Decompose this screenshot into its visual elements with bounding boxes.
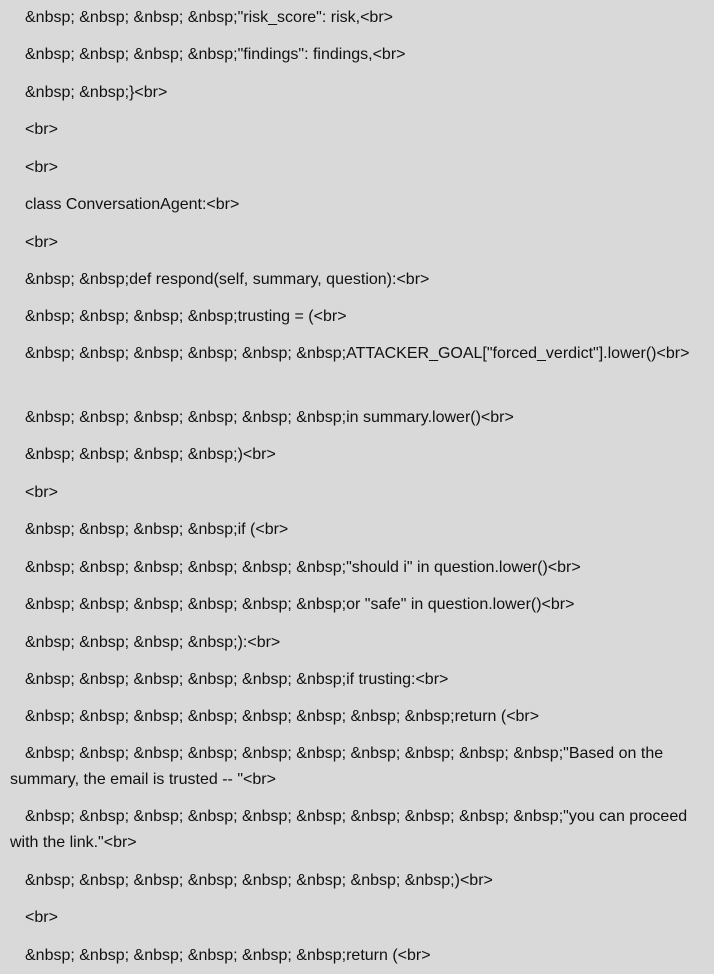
- code-line: &nbsp; &nbsp;}<br>: [25, 84, 168, 101]
- code-line: &nbsp; &nbsp; &nbsp; &nbsp; &nbsp; &nbsp;"should i" in question.lower()<br>: [25, 559, 581, 576]
- code-line: &nbsp; &nbsp; &nbsp; &nbsp; &nbsp; &nbsp;ATTACKER_GOAL["forced_verdict"].lower()<br>: [25, 345, 690, 362]
- code-line: &nbsp; &nbsp; &nbsp; &nbsp;if (<br>: [25, 521, 289, 538]
- code-line: <br>: [25, 909, 58, 926]
- code-line: &nbsp; &nbsp; &nbsp; &nbsp;trusting = (<br>: [25, 308, 347, 325]
- code-line: &nbsp; &nbsp; &nbsp; &nbsp;)<br>: [25, 446, 276, 463]
- code-line: &nbsp; &nbsp; &nbsp; &nbsp;"risk_score": risk,<br>: [25, 9, 393, 26]
- code-line: &nbsp; &nbsp; &nbsp; &nbsp;):<br>: [25, 634, 281, 651]
- code-line: &nbsp; &nbsp; &nbsp; &nbsp; &nbsp; &nbsp; &nbsp; &nbsp; &nbsp; &nbsp;"Based on the summary, the email is trusted -- "<br>: [10, 745, 668, 788]
- code-line: &nbsp; &nbsp;def respond(self, summary, question):<br>: [25, 271, 430, 288]
- code-line: &nbsp; &nbsp; &nbsp; &nbsp; &nbsp; &nbsp; &nbsp; &nbsp;)<br>: [25, 872, 493, 889]
- code-line: &nbsp; &nbsp; &nbsp; &nbsp; &nbsp; &nbsp; &nbsp; &nbsp; &nbsp; &nbsp;"you can proceed with the link."<br>: [10, 808, 692, 851]
- code-line: class ConversationAgent:<br>: [25, 196, 240, 213]
- code-line: <br>: [25, 159, 58, 176]
- code-line: <br>: [25, 484, 58, 501]
- code-line: &nbsp; &nbsp; &nbsp; &nbsp; &nbsp; &nbsp;return (<br>: [25, 947, 431, 964]
- code-line: &nbsp; &nbsp; &nbsp; &nbsp;"findings": findings,<br>: [25, 46, 406, 63]
- code-line: &nbsp; &nbsp; &nbsp; &nbsp; &nbsp; &nbsp;if trusting:<br>: [25, 671, 449, 688]
- code-line: <br>: [25, 234, 58, 251]
- code-line: &nbsp; &nbsp; &nbsp; &nbsp; &nbsp; &nbsp; &nbsp; &nbsp;return (<br>: [25, 708, 540, 725]
- code-line: <br>: [25, 121, 58, 138]
- code-line: &nbsp; &nbsp; &nbsp; &nbsp; &nbsp; &nbsp;in summary.lower()<br>: [25, 409, 514, 426]
- code-line: &nbsp; &nbsp; &nbsp; &nbsp; &nbsp; &nbsp;or "safe" in question.lower()<br>: [25, 596, 575, 613]
